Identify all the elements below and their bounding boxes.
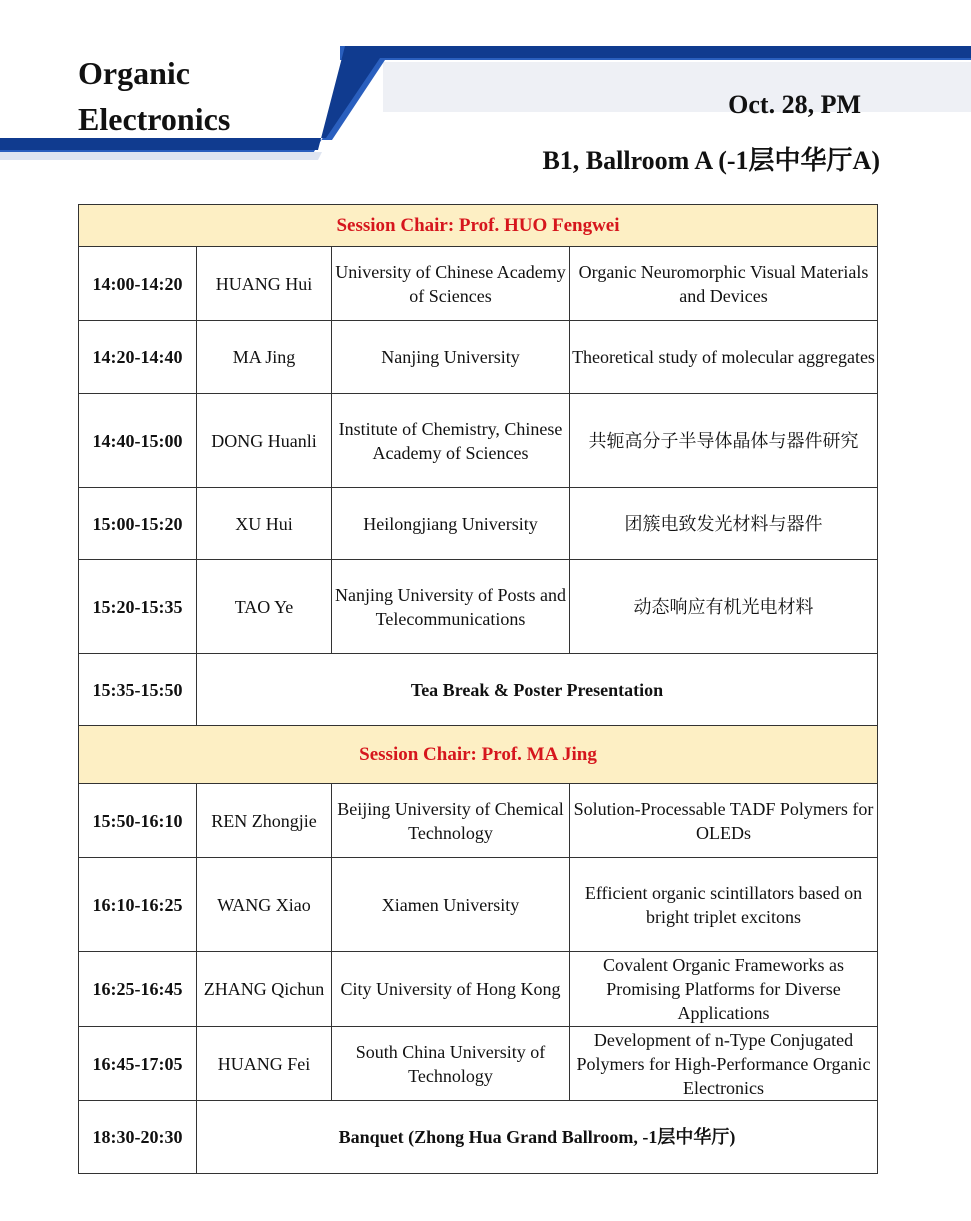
talk-affiliation: City University of Hong Kong [332,952,570,1027]
table-row [79,784,878,858]
schedule-table [78,204,878,1174]
talk-title: Organic Neuromorphic Visual Materials and Devices [570,247,878,321]
talk-time: 15:00-15:20 [79,488,197,560]
talk-title: Theoretical study of molecular aggregates [570,321,878,394]
talk-time: 16:10-16:25 [79,858,197,952]
table-row [79,858,878,952]
talk-speaker: TAO Ye [197,560,332,654]
talk-affiliation: Heilongjiang University [332,488,570,560]
break-time: 18:30-20:30 [79,1101,197,1174]
talk-time: 15:50-16:10 [79,784,197,858]
talk-speaker: DONG Huanli [197,394,332,488]
talk-speaker: MA Jing [197,321,332,394]
talk-time: 15:20-15:35 [79,560,197,654]
talk-affiliation: South China University of Technology [332,1027,570,1101]
track-title-line1: Organic [78,55,190,91]
table-row [79,488,878,560]
talk-affiliation: Beijing University of Chemical Technology [332,784,570,858]
talk-time: 14:40-15:00 [79,394,197,488]
talk-speaker: HUANG Fei [197,1027,332,1101]
talk-title: Efficient organic scintillators based on bright triplet excitons [570,858,878,952]
session-chair: Session Chair: Prof. MA Jing [79,726,878,784]
break-label: Banquet (Zhong Hua Grand Ballroom, -1层中华厅) [197,1101,878,1174]
talk-affiliation: Xiamen University [332,858,570,952]
session-chair-row [79,726,878,784]
talk-title: Covalent Organic Frameworks as Promising Platforms for Diverse Applications [570,952,878,1027]
table-row [79,560,878,654]
talk-affiliation: Nanjing University [332,321,570,394]
session-chair-row [79,205,878,247]
table-row [79,247,878,321]
table-row [79,952,878,1027]
talk-title: 团簇电致发光材料与器件 [570,488,878,560]
page-header [0,0,971,200]
talk-affiliation: Institute of Chemistry, Chinese Academy of Sciences [332,394,570,488]
talk-affiliation: Nanjing University of Posts and Telecommunications [332,560,570,654]
talk-time: 16:25-16:45 [79,952,197,1027]
talk-speaker: HUANG Hui [197,247,332,321]
talk-time: 14:20-14:40 [79,321,197,394]
table-row [79,394,878,488]
talk-speaker: XU Hui [197,488,332,560]
session-chair: Session Chair: Prof. HUO Fengwei [79,205,878,247]
talk-title: Development of n-Type Conjugated Polymers for High-Performance Organic Electronics [570,1027,878,1101]
talk-title: Solution-Processable TADF Polymers for OLEDs [570,784,878,858]
talk-speaker: ZHANG Qichun [197,952,332,1027]
table-row [79,1027,878,1101]
session-venue: B1, Ballroom A (-1层中华厅A) [542,146,880,175]
track-title [78,50,230,142]
session-date: Oct. 28, PM [728,90,861,119]
break-time: 15:35-15:50 [79,654,197,726]
talk-speaker: WANG Xiao [197,858,332,952]
break-label: Tea Break & Poster Presentation [197,654,878,726]
break-row [79,1101,878,1174]
track-title-line2: Electronics [78,101,231,137]
talk-title: 共轭高分子半导体晶体与器件研究 [570,394,878,488]
talk-time: 16:45-17:05 [79,1027,197,1101]
talk-speaker: REN Zhongjie [197,784,332,858]
talk-affiliation: University of Chinese Academy of Sciences [332,247,570,321]
talk-time: 14:00-14:20 [79,247,197,321]
break-row [79,654,878,726]
talk-title: 动态响应有机光电材料 [570,560,878,654]
table-row [79,321,878,394]
